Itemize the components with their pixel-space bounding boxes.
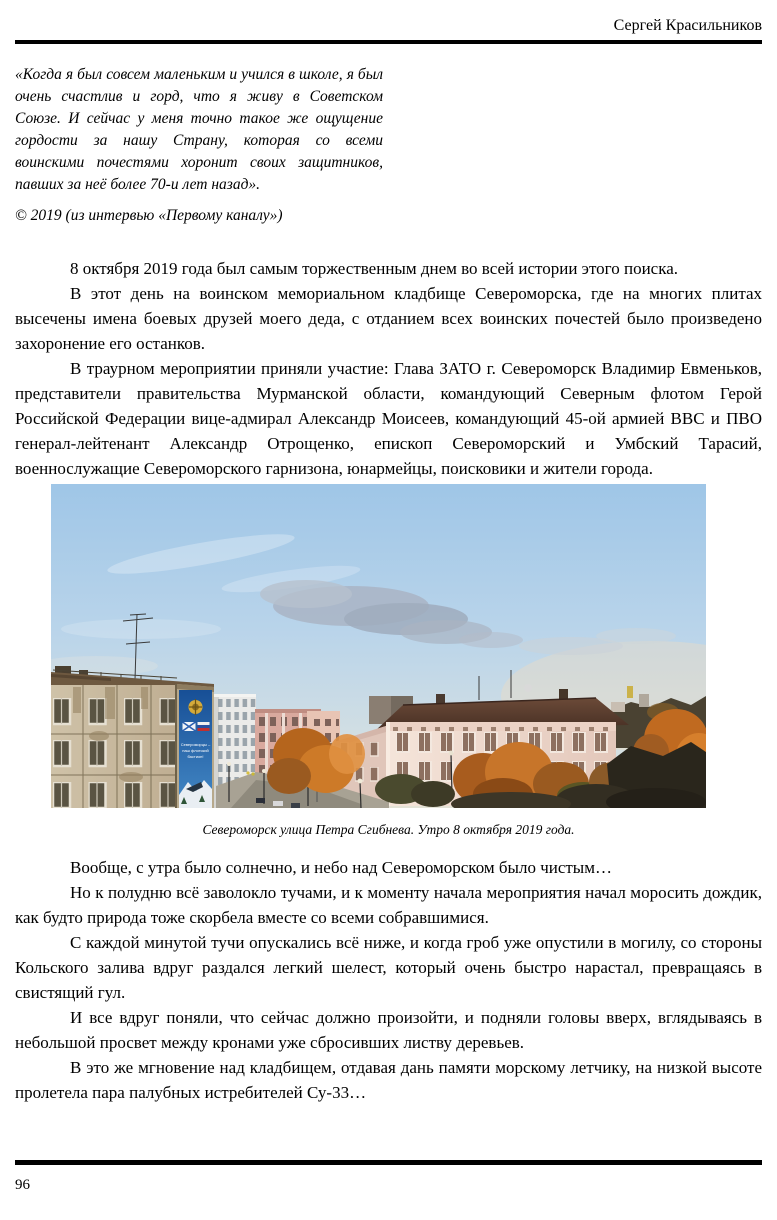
photo-severomorsk <box>51 484 706 808</box>
header-author: Сергей Красильников <box>613 17 762 34</box>
photo-caption: Североморск улица Петра Сгибнева. Утро 8 октября 2019 года. <box>202 822 575 837</box>
quote-attribution: © 2019 (из интервью «Первому каналу») <box>15 207 283 224</box>
epigraph-quote: «Когда я был совсем маленьким и учился в школе, я был очень счастлив и горд, что я живу в Советском Союзе. И сейчас у меня точно такое же ощущение гордости за нашу Страну, которая со всеми воинскими почестями хоронит своих защитников, павших за неё более 70-и лет назад». <box>15 66 383 193</box>
page-number: 96 <box>15 1177 30 1193</box>
russian-flag <box>198 722 210 731</box>
header-rule <box>15 40 762 44</box>
paragraph: В этот день на воинском мемориальном кладбище Североморска, где на многих плитах высечены имена боевых друзей моего деда, с отданием всех воинских почестей было произведено захоронение его останков. <box>15 284 762 353</box>
paragraph: 8 октября 2019 года был самым торжественным днем во всей истории этого поиска. <box>70 259 679 278</box>
paragraph: И все вдруг поняли, что сейчас должно произойти, и подняли головы вверх, вглядываясь в небольшой просвет между кронами уже сбросивших листву деревьев. <box>15 1008 762 1052</box>
svg-text:бастион!: бастион! <box>187 754 204 759</box>
car <box>273 801 283 806</box>
footer-rule <box>15 1160 762 1165</box>
svg-text:наш флотский: наш флотский <box>182 748 209 753</box>
body-text-bottom <box>15 855 762 1105</box>
paragraph: В это же мгновение над кладбищем, отдавая дань памяти морскому летчику, на низкой высоте пролетела пара палубных истребителей Су-33… <box>15 1058 762 1102</box>
st-andrew-flag <box>183 722 196 731</box>
photo-illustration <box>51 484 706 808</box>
svg-text:Североморцы –: Североморцы – <box>180 742 211 747</box>
car <box>291 803 300 808</box>
page-header <box>15 16 762 36</box>
paragraph: С каждой минутой тучи опускались всё ниже, и когда гроб уже опустили в могилу, со стороны Кольского залива вдруг раздался легкий шелест, который очень быстро нарастал, превращаясь в свистящий гул. <box>15 933 762 1002</box>
paragraph: Но к полудню всё заволокло тучами, и к моменту начала мероприятия начал моросить дождик, как будто природа тоже скорбела вместе со всеми собравшимися. <box>15 883 762 927</box>
paragraph: Вообще, с утра было солнечно, и небо над Североморском было чистым… <box>70 858 612 877</box>
paragraph: В траурном мероприятии приняли участие: Глава ЗАТО г. Североморск Владимир Евменьков, представители правительства Мурманской области, командующий Северным флотом Герой Российской Федерации вице-адмирал Александр Моисеев, командующий 45-ой армией ВВС и ПВО генерал-лейтенант Александр Отрощенко, епископ Североморский и Умбский Тарасий, военнослужащие Североморского гарнизона, юнармейцы, поисковики и жители города. <box>15 359 762 478</box>
body-text-top <box>15 256 762 481</box>
navy-banner <box>179 690 212 808</box>
car <box>256 798 265 803</box>
